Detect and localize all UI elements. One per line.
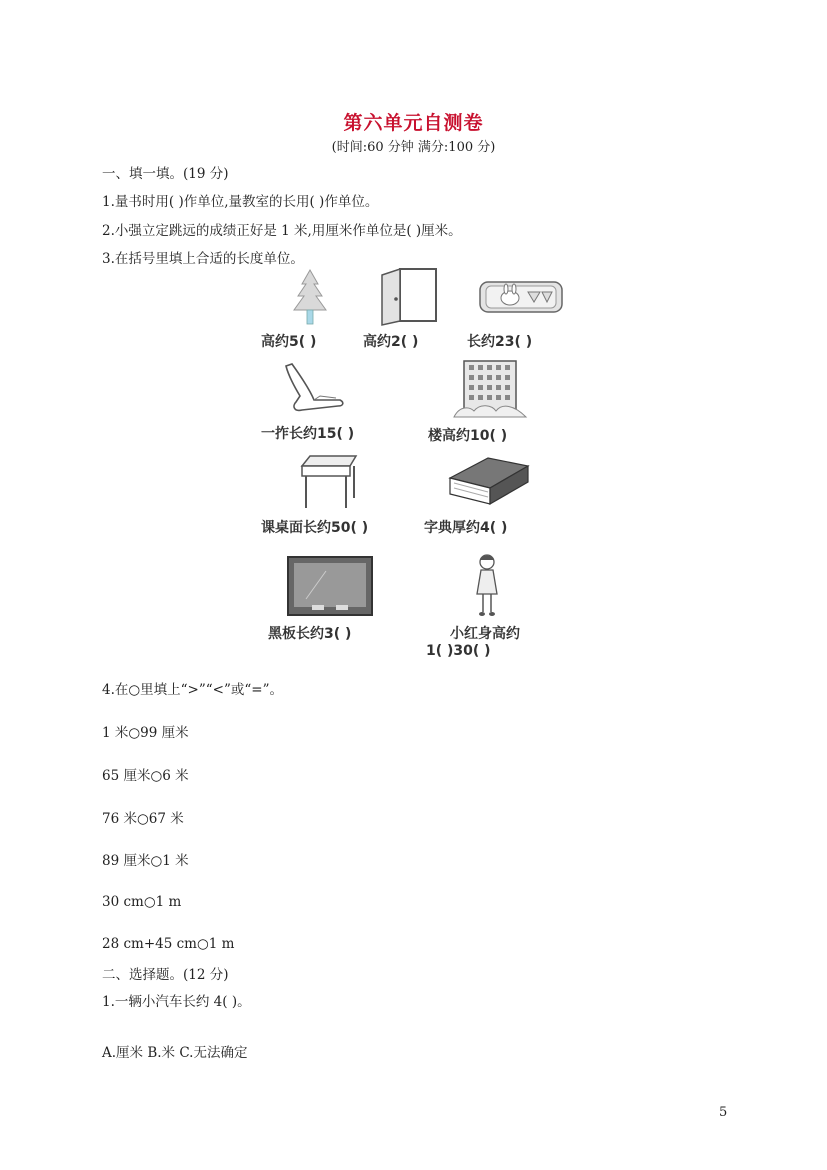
caption-dictionary: 字典厚约4( ) [424, 520, 508, 536]
caption-hand: 一拃长约15( ) [261, 426, 355, 442]
question-4: 4.在○里填上“>”“<”或“=”。 [102, 682, 284, 698]
hand-icon [284, 360, 346, 418]
compare-item-1: 1 米○99 厘米 [102, 725, 189, 741]
caption-door: 高约2( ) [363, 334, 419, 350]
page-number: 5 [719, 1105, 728, 1120]
page-title: 第六单元自测卷 [343, 112, 484, 134]
caption-building: 楼高约10( ) [428, 428, 508, 444]
section1-heading: 一、填一填。(19 分) [102, 166, 229, 182]
caption-girl-line2: 1( )30( ) [426, 643, 491, 659]
question-2: 2.小强立定跳远的成绩正好是 1 米,用厘米作单位是( )厘米。 [102, 223, 462, 239]
question-1: 1.量书时用( )作单位,量教室的长用( )作单位。 [102, 194, 379, 210]
caption-pencilcase: 长约23( ) [467, 334, 533, 350]
choice-options: A.厘米 B.米 C.无法确定 [102, 1045, 248, 1061]
compare-item-6: 28 cm+45 cm○1 m [102, 936, 235, 952]
caption-girl-line1: 小红身高约 [450, 626, 520, 642]
desk-icon [296, 452, 360, 512]
page-subtitle: (时间:60 分钟 满分:100 分) [331, 140, 496, 155]
tree-icon [288, 268, 332, 328]
compare-item-5: 30 cm○1 m [102, 894, 182, 910]
girl-icon [472, 552, 502, 618]
caption-desk: 课桌面长约50( ) [261, 520, 369, 536]
question-3: 3.在括号里填上合适的长度单位。 [102, 251, 304, 267]
compare-item-2: 65 厘米○6 米 [102, 768, 189, 784]
caption-blackboard: 黑板长约3( ) [268, 626, 352, 642]
building-icon [452, 355, 528, 421]
door-icon [378, 265, 440, 327]
pencil-case-icon [476, 276, 566, 318]
section2-heading: 二、选择题。(12 分) [102, 967, 229, 983]
choice-question-1: 1.一辆小汽车长约 4( )。 [102, 994, 251, 1010]
blackboard-icon [286, 555, 374, 617]
dictionary-icon [446, 452, 532, 510]
compare-item-3: 76 米○67 米 [102, 811, 184, 827]
caption-tree: 高约5( ) [261, 334, 317, 350]
compare-item-4: 89 厘米○1 米 [102, 853, 189, 869]
